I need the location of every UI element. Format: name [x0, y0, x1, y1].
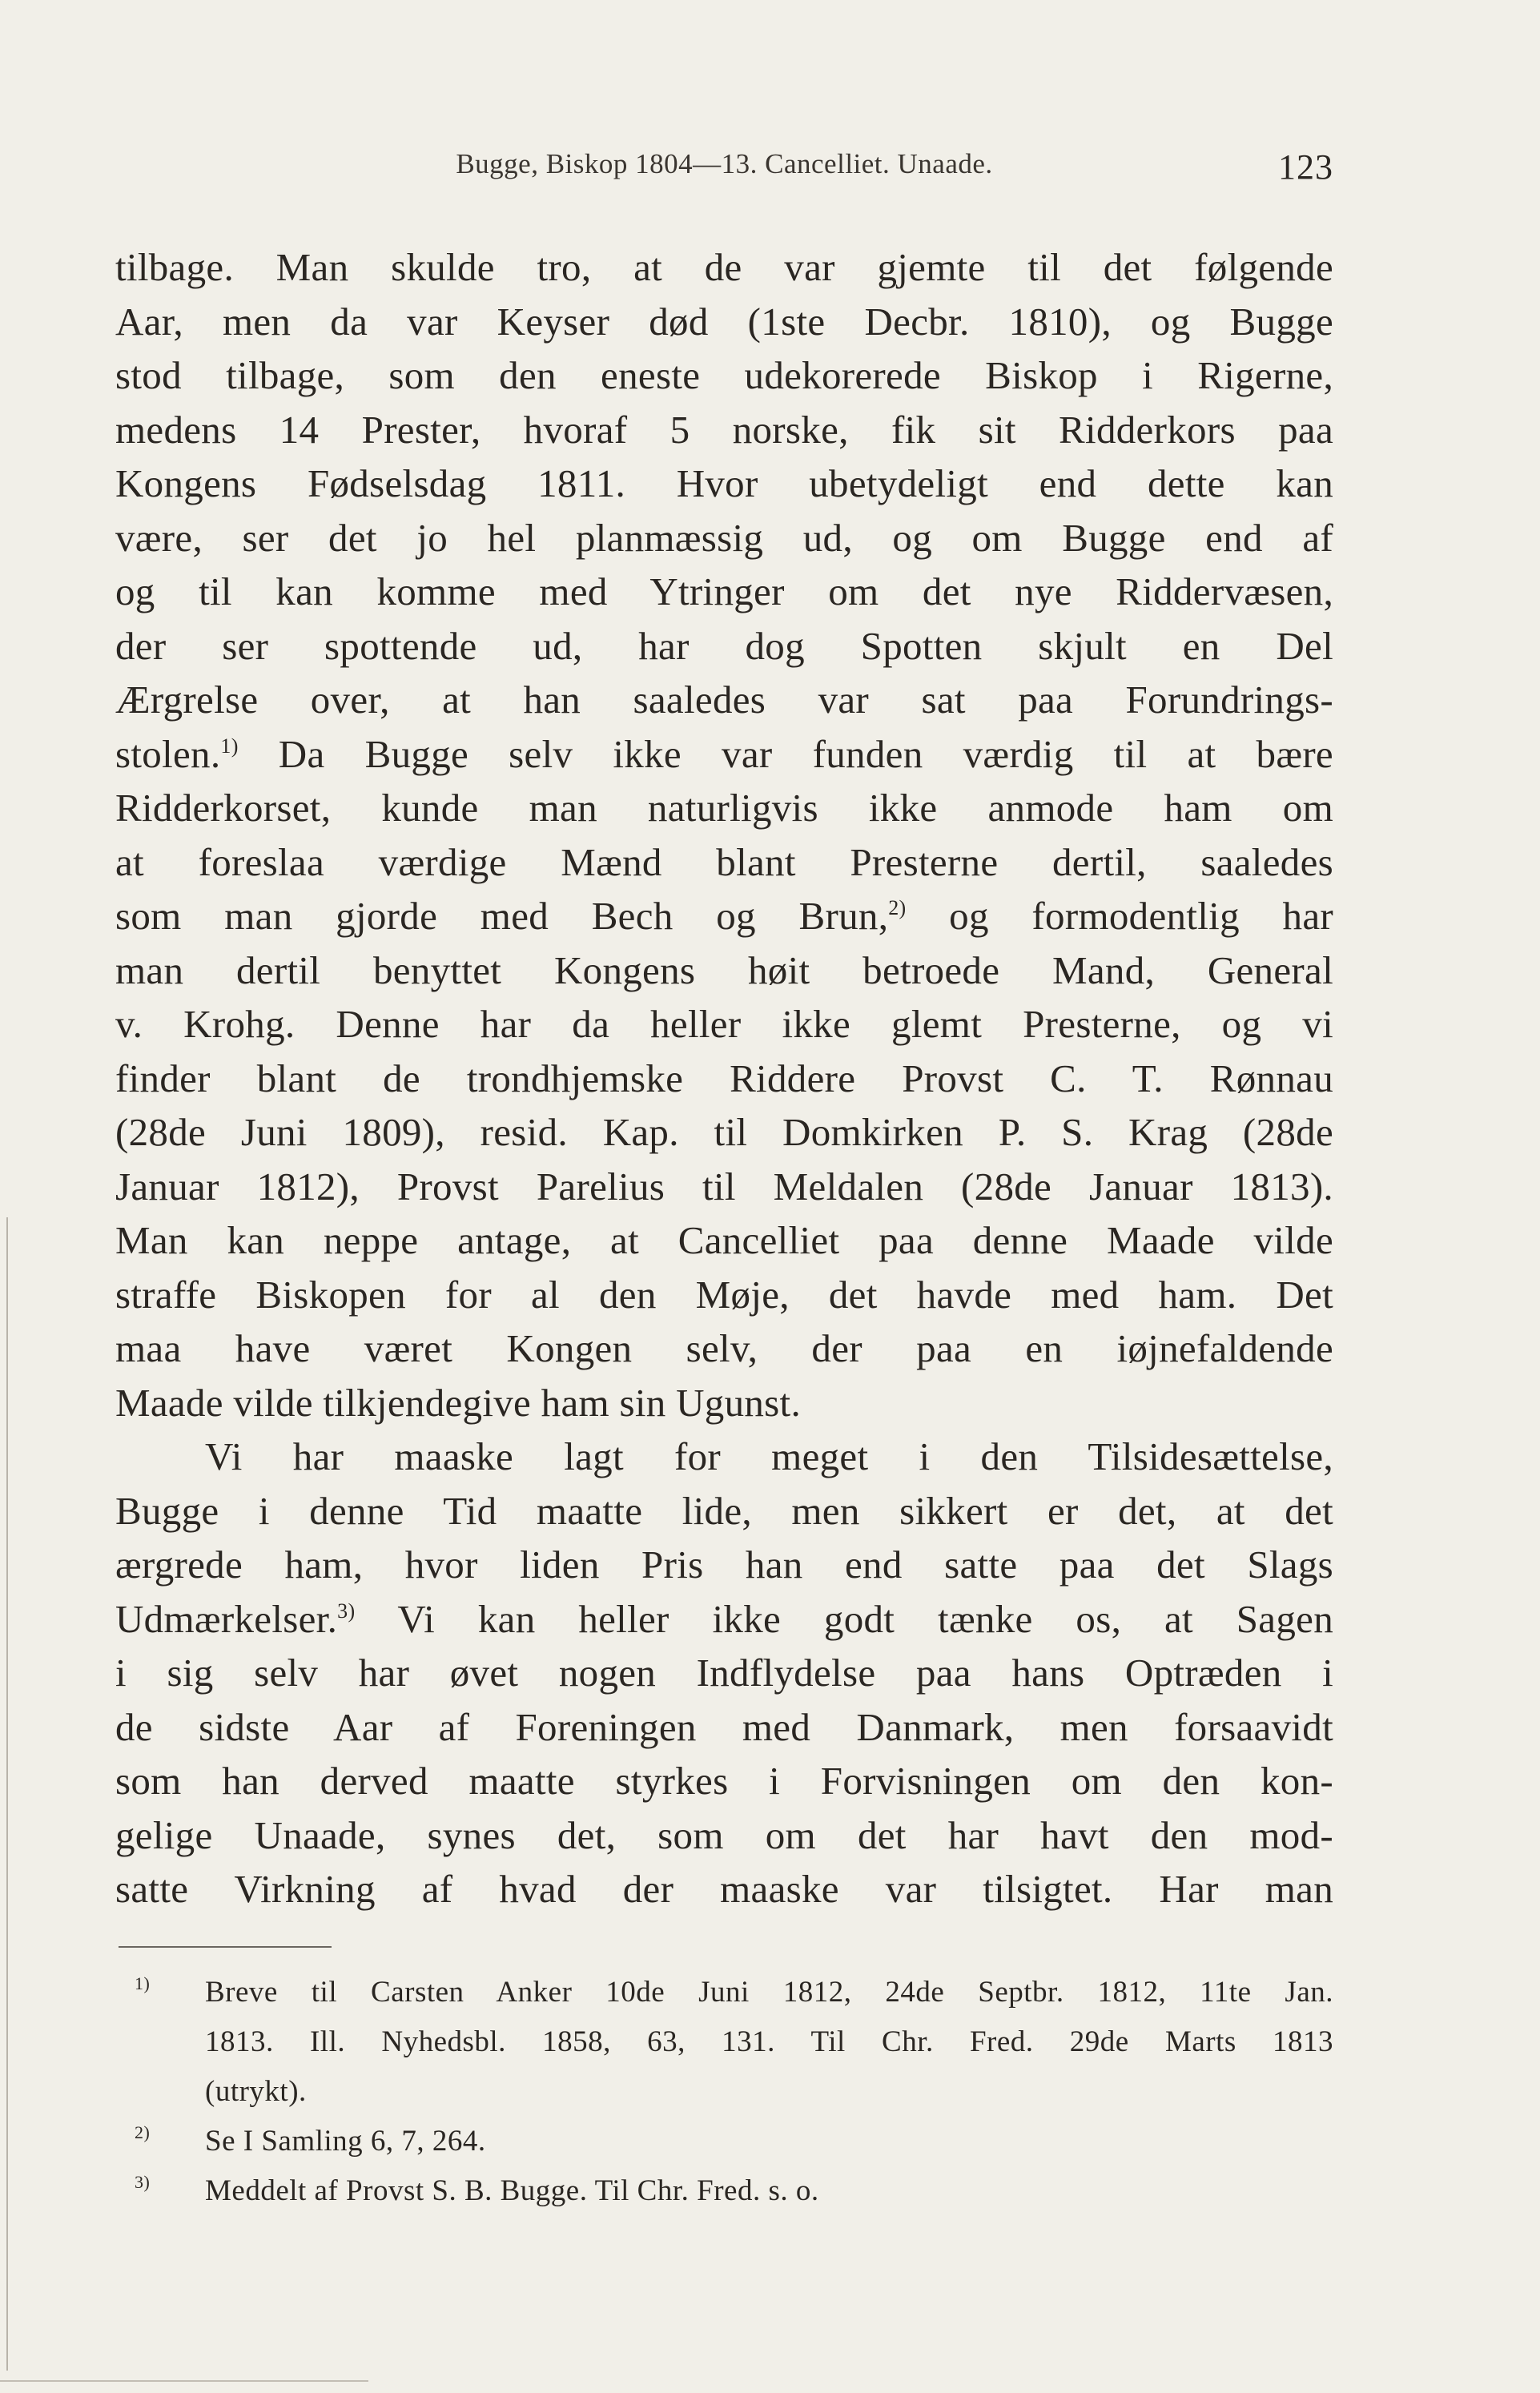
text-line: de sidste Aar af Foreningen med Danmark, men forsaavidt [115, 1704, 1333, 1749]
text-line [115, 727, 1333, 782]
footnotes [115, 1968, 1333, 2216]
footnote-reference: 3) [337, 1599, 356, 1623]
text-line: straffe Biskopen for al den Møje, det havde med ham. Det [115, 1272, 1333, 1317]
footnote-mark: 2) [135, 2122, 151, 2142]
text-line: tilbage. Man skulde tro, at de var gjemte til det følgende [115, 245, 1333, 289]
text-fragment: Da Bugge selv ikke var funden værdig til at bære [278, 731, 1333, 776]
text-line: at foreslaa værdige Mænd blant Presterne dertil, saaledes [115, 839, 1333, 884]
text-fragment: Vi kan heller ikke godt tænke os, at Sagen [397, 1596, 1333, 1641]
text-line: satte Virkning af hvad der maaske var tilsigtet. Har man [115, 1867, 1333, 1911]
footnote-continuation: (utrykt). [205, 2075, 307, 2108]
body-text [115, 240, 1333, 1916]
text-line: man dertil benyttet Kongens høit betroede Mand, General [115, 947, 1333, 992]
text-line: stod tilbage, som den eneste udekorerede Biskop i Rigerne, [115, 353, 1333, 397]
text-line: v. Krohg. Denne har da heller ikke glemt Presterne, og vi [115, 1002, 1333, 1046]
running-head: Bugge, Biskop 1804—13. Cancelliet. Unaade. [456, 148, 993, 179]
footnote-continuation: 1813. Ill. Nyhedsbl. 1858, 63, 131. Til Chr. Fred. 29de Marts 1813 [205, 2025, 1333, 2058]
footnote [115, 2117, 1333, 2166]
text-line: Man kan neppe antage, at Cancelliet paa denne Maade vilde [115, 1218, 1333, 1262]
text-line: Bugge i denne Tid maatte lide, men sikkert er det, at det [115, 1488, 1333, 1533]
footnote-text: Meddelt af Provst S. B. Bugge. Til Chr. Fred. s. o. [205, 2174, 819, 2207]
text-line: Kongens Fødselsdag 1811. Hvor ubetydeligt end dette kan [115, 461, 1333, 505]
footnote-text: Breve til Carsten Anker 10de Juni 1812, 24de Septbr. 1812, 11te Jan. [205, 1976, 1333, 2009]
footnote-rule [119, 1946, 332, 1948]
text-line: og til kan komme med Ytringer om det nye Riddervæsen, [115, 569, 1333, 613]
text-line: medens 14 Prester, hvoraf 5 norske, fik sit Ridderkors paa [115, 407, 1333, 452]
footnote-text: Se I Samling 6, 7, 264. [205, 2125, 486, 2158]
text-line: Maade vilde tilkjendegive ham sin Ugunst. [115, 1380, 802, 1425]
text-fragment: som man gjorde med Bech og Brun, [115, 894, 889, 938]
text-line [115, 889, 1333, 943]
footnote-reference: 1) [220, 734, 239, 758]
footnote [115, 2166, 1333, 2216]
text-line: ærgrede ham, hvor liden Pris han end satte paa det Slags [115, 1542, 1333, 1587]
page-header [115, 148, 1333, 196]
text-line: der ser spottende ud, har dog Spotten skjult en Del [115, 623, 1333, 668]
text-line: Vi har maaske lagt for meget i den Tilsidesættelse, [205, 1434, 1333, 1478]
text-line: Januar 1812), Provst Parelius til Meldalen (28de Januar 1813). [115, 1164, 1333, 1209]
text-line: være, ser det jo hel planmæssig ud, og om Bugge end af [115, 515, 1333, 560]
text-line: maa have været Kongen selv, der paa en iøjnefaldende [115, 1326, 1333, 1370]
text-line [115, 1592, 1333, 1647]
text-line: Ridderkorset, kunde man naturligvis ikke anmode ham om [115, 786, 1333, 830]
footnote-mark: 1) [135, 1973, 151, 1993]
text-line: Ærgrelse over, at han saaledes var sat paa Forundrings- [115, 678, 1333, 722]
text-line: (28de Juni 1809), resid. Kap. til Domkirken P. S. Krag (28de [115, 1110, 1333, 1154]
page-bottom-edge [0, 2380, 368, 2382]
text-line: gelige Unaade, synes det, som om det har havt den mod- [115, 1812, 1333, 1857]
footnote-mark: 3) [135, 2172, 151, 2192]
text-line: i sig selv har øvet nogen Indflydelse paa hans Optræden i [115, 1651, 1333, 1695]
text-fragment: Udmærkelser. [115, 1596, 338, 1641]
footnote-reference: 2) [888, 896, 907, 919]
page-number: 123 [1278, 147, 1333, 187]
footnote [115, 1968, 1333, 2017]
text-line: Aar, men da var Keyser død (1ste Decbr. 1810), og Bugge [115, 299, 1333, 344]
text-line: finder blant de trondhjemske Riddere Provst C. T. Rønnau [115, 1056, 1333, 1100]
text-line: som han derved maatte styrkes i Forvisningen om den kon- [115, 1759, 1333, 1803]
text-fragment: stolen. [115, 731, 221, 776]
page-edge [6, 1217, 8, 2371]
text-fragment: og formodentlig har [949, 894, 1333, 938]
